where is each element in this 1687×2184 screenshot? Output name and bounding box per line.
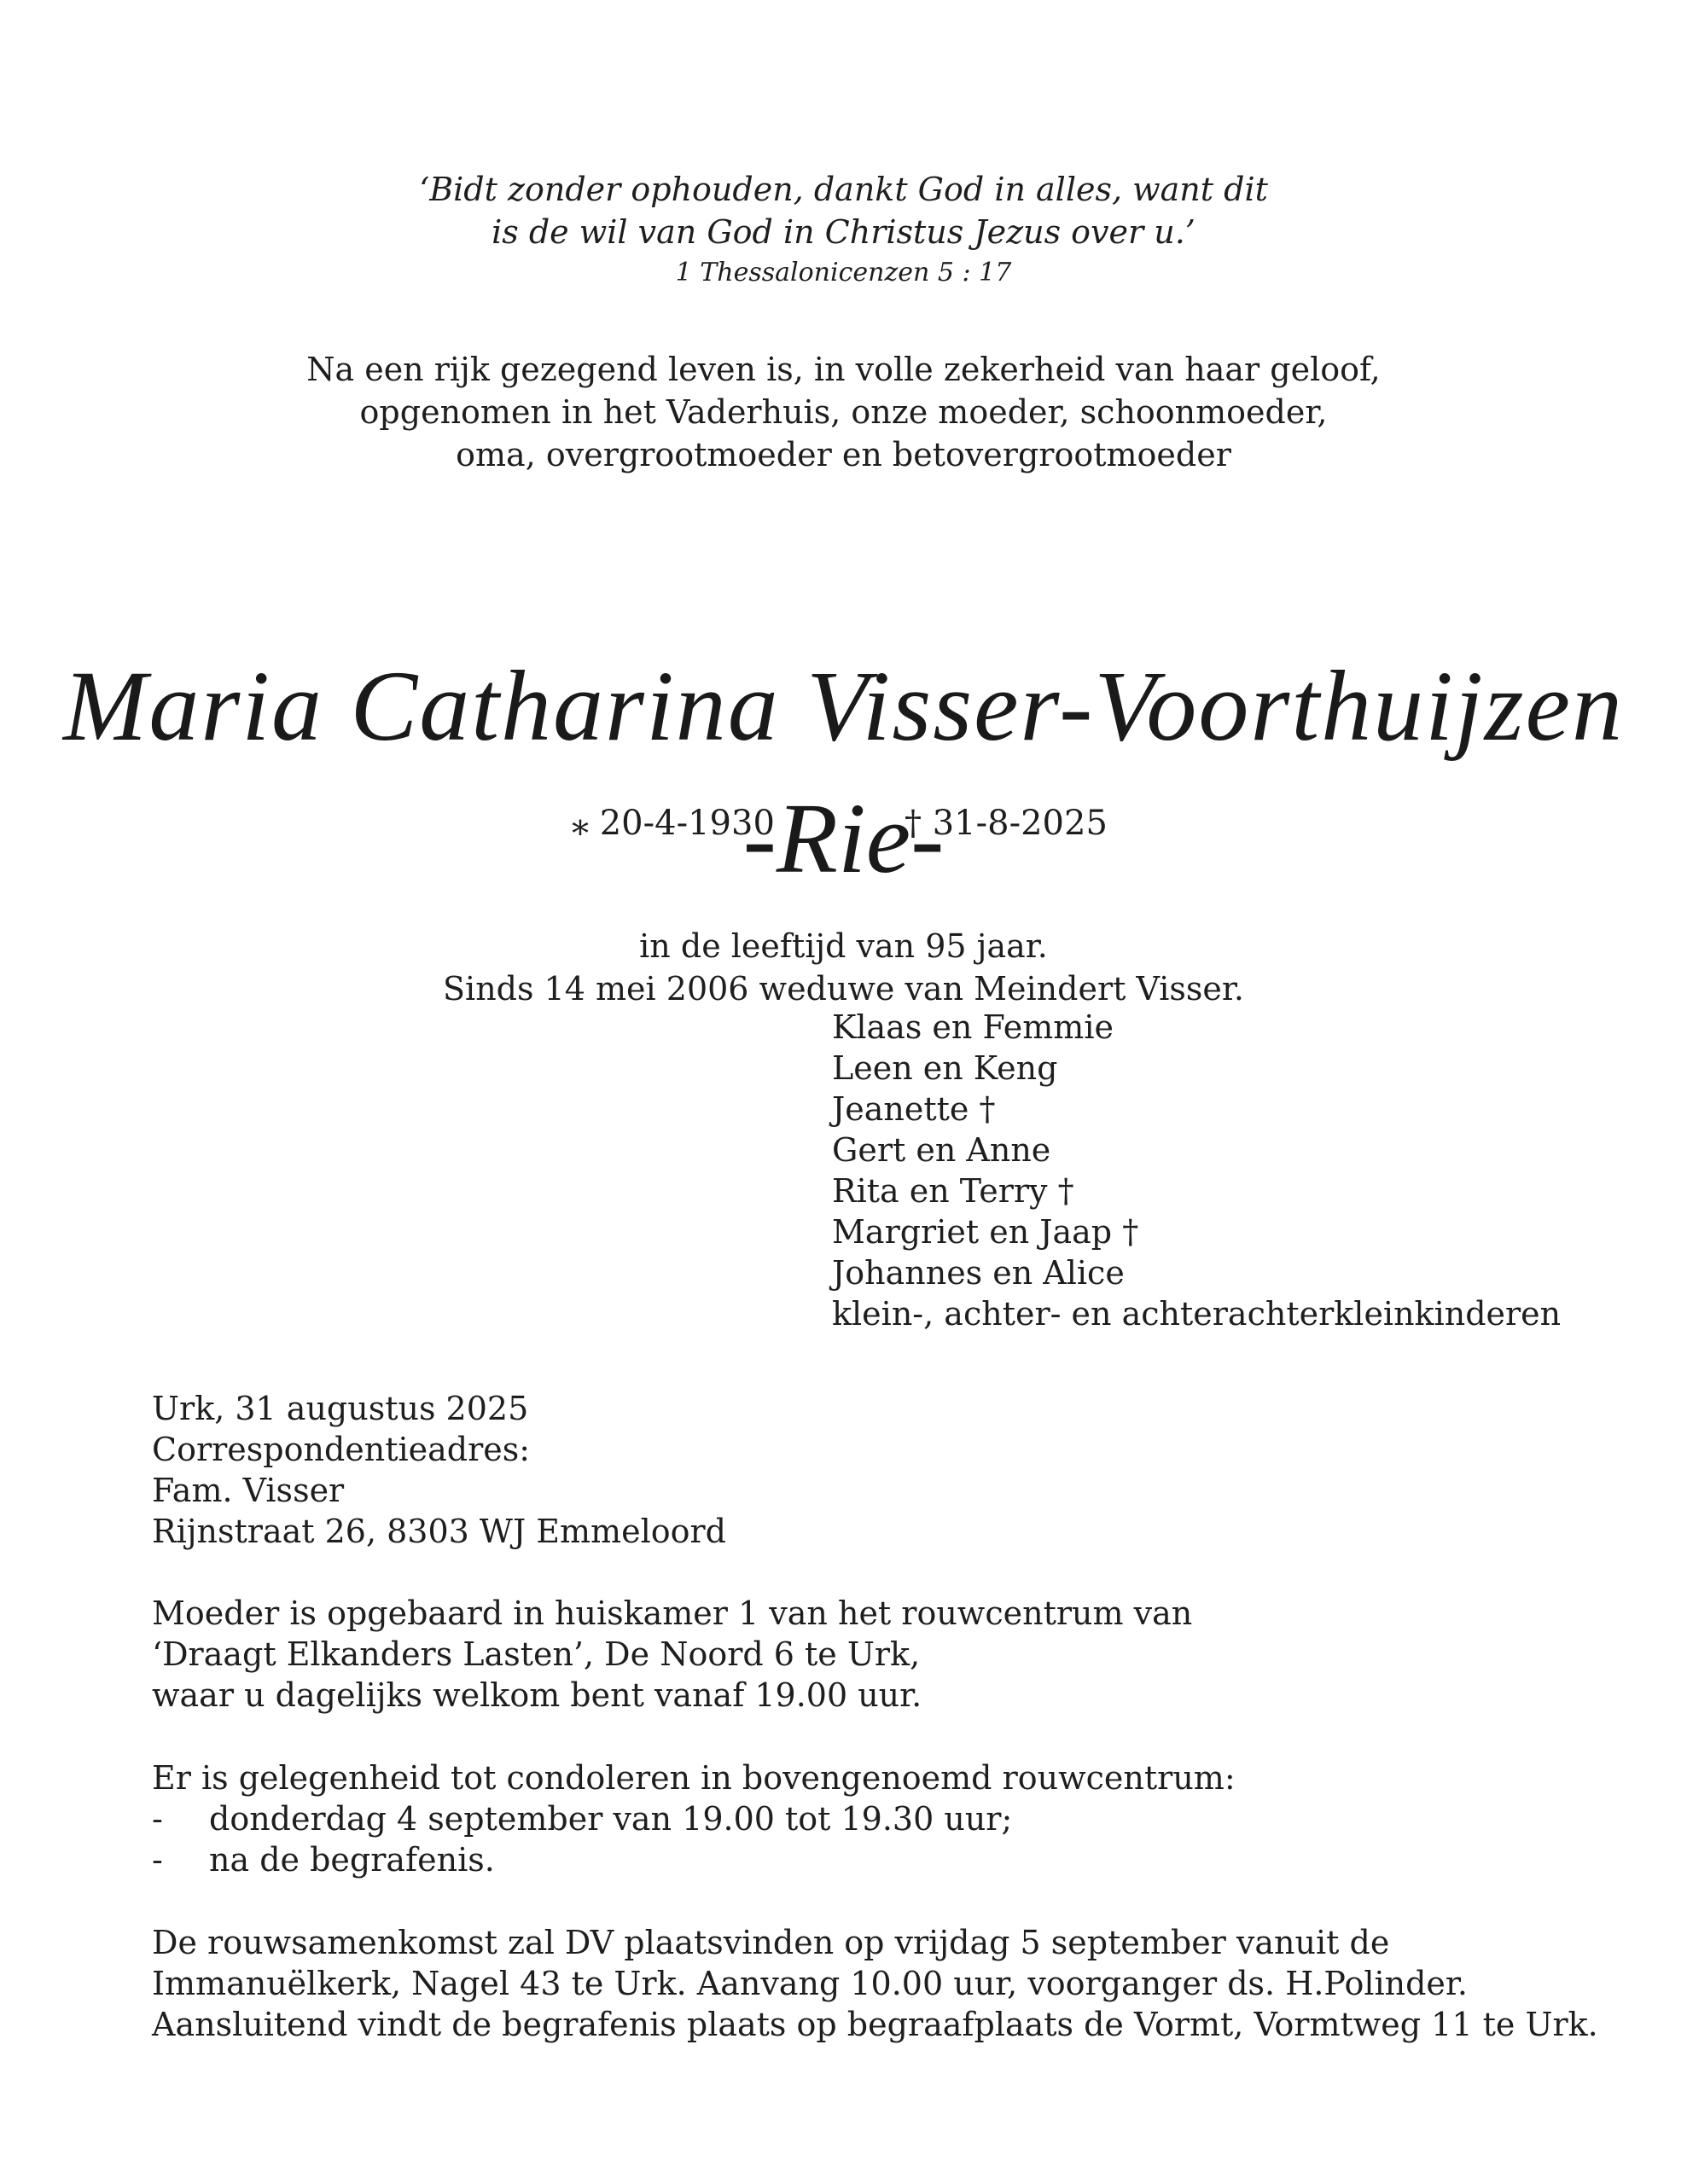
birth-date: ⁎ 20-4-1930 (572, 804, 775, 843)
condolence-item-text: na de begrafenis. (209, 1841, 495, 1879)
deceased-name: Maria Catharina Visser-Voorthuijzen (63, 650, 1624, 762)
condolence-item-text: donderdag 4 september van 19.00 tot 19.30 uur; (209, 1800, 1013, 1838)
correspondence-label: Correspondentieadres: (152, 1431, 531, 1468)
condolence-intro: Er is gelegenheid tot condoleren in bovengenoemd rouwcentrum: (152, 1759, 1236, 1797)
correspondence-block (152, 1388, 726, 1552)
family-member: Johannes en Alice (832, 1254, 1125, 1292)
family-member: Margriet en Jaap † (832, 1213, 1139, 1251)
verse-line-1: ‘Bidt zonder ophouden, dankt God in alles, want dit (419, 171, 1268, 208)
service-line-3: Aansluitend vindt de begrafenis plaats op begraafplaats de Vormt, Vormtweg 11 te Urk. (152, 2006, 1598, 2043)
family-member: Klaas en Femmie (832, 1008, 1114, 1046)
family-member: Gert en Anne (832, 1131, 1051, 1169)
intro-line-1: Na een rijk gezegend leven is, in volle zekerheid van haar geloof, (306, 351, 1381, 388)
condolence-item (152, 1798, 1236, 1839)
family-member: klein-, achter- en achterachterkleinkinderen (832, 1295, 1562, 1333)
family-member: Leen en Keng (832, 1049, 1058, 1087)
service-block (152, 1922, 1598, 2045)
verse-line-2: is de wil van God in Christus Jezus over u.’ (492, 213, 1195, 251)
age-line: in de leeftijd van 95 jaar. (639, 927, 1048, 965)
family-member: Rita en Terry † (832, 1172, 1074, 1210)
place-date: Urk, 31 augustus 2025 (152, 1390, 529, 1427)
verse-reference: 1 Thessalonicenzen 5 : 17 (675, 258, 1012, 288)
viewing-line-3: waar u dagelijks welkom bent vanaf 19.00 uur. (152, 1676, 922, 1714)
intro-line-3: oma, overgrootmoeder en betovergrootmoeder (456, 436, 1231, 473)
service-line-2: Immanuëlkerk, Nagel 43 te Urk. Aanvang 10.00 uur, voorganger ds. H.Polinder. (152, 1965, 1468, 2002)
service-line-1: De rouwsamenkomst zal DV plaatsvinden op vrijdag 5 september vanuit de (152, 1924, 1390, 1961)
correspondence-address: Rijnstraat 26, 8303 WJ Emmeloord (152, 1513, 726, 1550)
viewing-block (152, 1593, 1192, 1716)
dash-marker: - (152, 1841, 163, 1879)
death-date: † 31-8-2025 (905, 804, 1108, 843)
family-list (832, 1007, 1561, 1334)
family-member: Jeanette † (832, 1090, 996, 1128)
condolence-item (152, 1839, 1236, 1880)
viewing-line-2: ‘Draagt Elkanders Lasten’, De Noord 6 te Urk, (152, 1635, 921, 1673)
condolence-block (152, 1757, 1236, 1880)
dash-marker: - (152, 1800, 163, 1838)
correspondence-name: Fam. Visser (152, 1472, 345, 1509)
intro-line-2: opgenomen in het Vaderhuis, onze moeder, schoonmoeder, (359, 393, 1328, 431)
widow-line: Sinds 14 mei 2006 weduwe van Meindert Visser. (443, 970, 1244, 1008)
deceased-nickname: -Rie- (742, 782, 945, 894)
viewing-line-1: Moeder is opgebaard in huiskamer 1 van het rouwcentrum van (152, 1594, 1193, 1632)
